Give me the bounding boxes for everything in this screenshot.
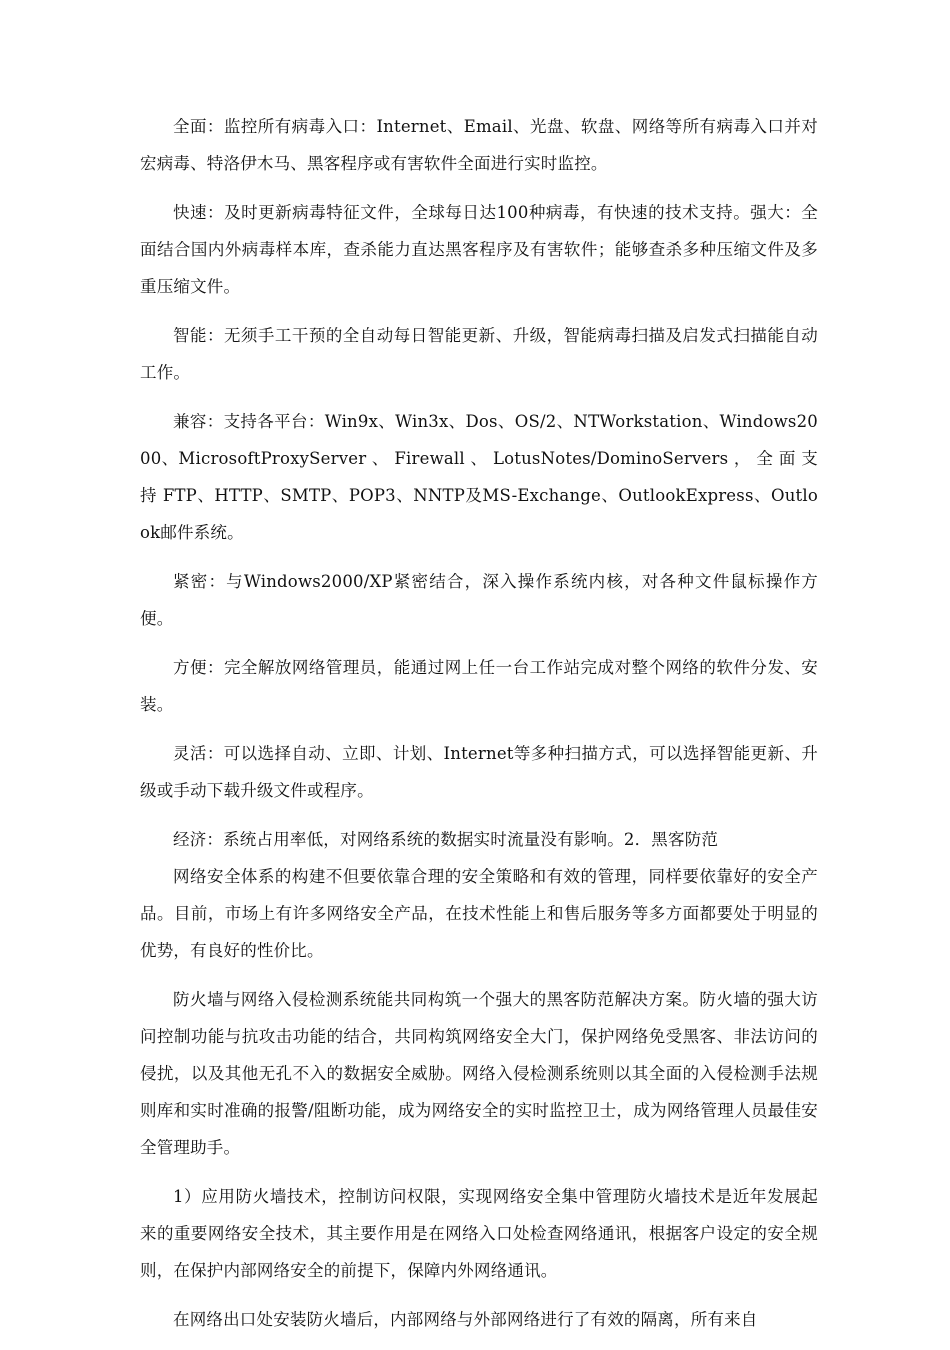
paragraph-convenient: 方便：完全解放网络管理员，能通过网上任一台工作站完成对整个网络的软件分发、安装。 <box>140 658 818 714</box>
paragraph-compatible: 兼容：支持各平台：Win9x、Win3x、Dos、OS/2、NTWorkstation、Windows2000、MicrosoftProxyServer 、 Firewall 、 LotusNotes/DominoServers ， 全 面 支 持 FTP、HTTP、SMTP、POP3、NNTP及MS-Exchange、OutlookExpress、Outlook邮件系统。 <box>140 412 818 542</box>
paragraph-fast: 快速：及时更新病毒特征文件，全球每日达100种病毒，有快速的技术支持。强大：全面结合国内外病毒样本库，查杀能力直达黑客程序及有害软件；能够查杀多种压缩文件及多重压缩文件。 <box>140 203 818 296</box>
paragraph-firewall-ids: 防火墙与网络入侵检测系统能共同构筑一个强大的黑客防范解决方案。防火墙的强大访问控制功能与抗攻击功能的结合，共同构筑网络安全大门，保护网络免受黑客、非法访问的侵扰，以及其他无孔不入的数据安全威胁。网络入侵检测系统则以其全面的入侵检测手法规则库和实时准确的报警/阻断功能，成为网络安全的实时监控卫士，成为网络管理人员最佳安全管理助手。 <box>140 990 818 1157</box>
paragraph-firewall-install: 在网络出口处安装防火墙后，内部网络与外部网络进行了有效的隔离，所有来自 <box>173 1310 758 1329</box>
paragraph-firewall-tech: 1）应用防火墙技术，控制访问权限，实现网络安全集中管理防火墙技术是近年发展起来的重要网络安全技术，其主要作用是在网络入口处检查网络通讯，根据客户设定的安全规则，在保护内部网络安全的前提下，保障内外网络通讯。 <box>140 1187 818 1280</box>
paragraph-flexible: 灵活：可以选择自动、立即、计划、Internet等多种扫描方式，可以选择智能更新、升级或手动下载升级文件或程序。 <box>140 744 818 800</box>
paragraph-security-system: 网络安全体系的构建不但要依靠合理的安全策略和有效的管理，同样要依靠好的安全产品。目前，市场上有许多网络安全产品，在技术性能上和售后服务等多方面都要处于明显的优势，有良好的性价比。 <box>140 867 818 960</box>
paragraph-economic: 经济：系统占用率低，对网络系统的数据实时流量没有影响。2．黑客防范 <box>173 830 719 849</box>
paragraph-comprehensive: 全面：监控所有病毒入口：Internet、Email、光盘、软盘、网络等所有病毒入口并对宏病毒、特洛伊木马、黑客程序或有害软件全面进行实时监控。 <box>140 117 818 173</box>
paragraph-intelligent: 智能：无须手工干预的全自动每日智能更新、升级，智能病毒扫描及启发式扫描能自动工作。 <box>140 326 818 382</box>
paragraph-tight: 紧密：与Windows2000/XP紧密结合，深入操作系统内核，对各种文件鼠标操作方便。 <box>140 572 818 628</box>
document-body <box>140 108 818 1350</box>
